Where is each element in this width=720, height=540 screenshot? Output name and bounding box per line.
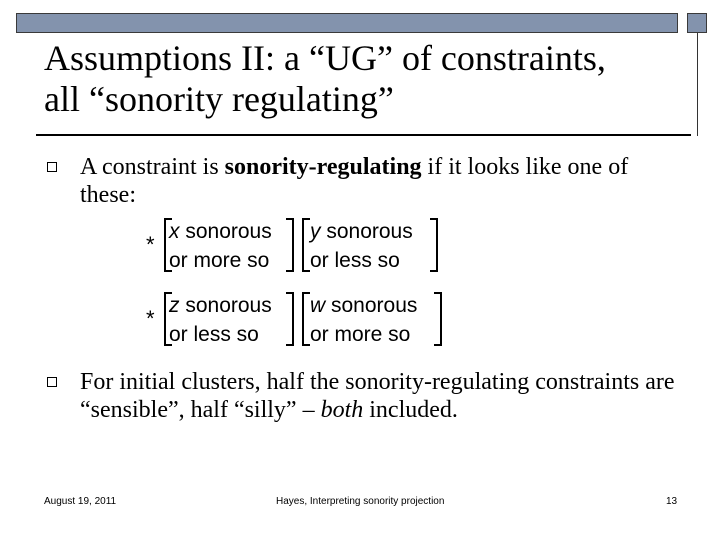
constraint-schemas (140, 214, 460, 354)
slide-title (44, 38, 694, 120)
bracket-left (302, 218, 310, 272)
variable-x: x (169, 220, 180, 243)
constraint-1-left-text: sonorous (179, 220, 272, 243)
constraint-2-left-line2: or less so (169, 323, 259, 346)
violation-star-1: * (146, 232, 155, 257)
bracket-right (286, 292, 294, 346)
constraint-2-right-text: sonorous (325, 294, 418, 317)
constraint-1-right-line1 (310, 220, 413, 244)
bullet-1-pre: A constraint is (80, 154, 225, 180)
title-decoration-square (687, 13, 707, 33)
decoration-vertical-line (697, 33, 698, 136)
title-underline (36, 134, 691, 136)
bullet-2-italic: both (320, 397, 364, 423)
constraint-2-left-line1 (169, 294, 272, 318)
bracket-right (434, 292, 442, 346)
constraint-1-left-line1 (169, 220, 272, 244)
bullet-marker (47, 377, 57, 387)
variable-w: w (310, 294, 326, 317)
bracket-right (286, 218, 294, 272)
slide-number: 13 (666, 496, 678, 507)
constraint-1-left-line2: or more so (169, 249, 270, 272)
constraint-2-right-line1 (310, 294, 417, 318)
footer-title: Hayes, Interpreting sonority projection (276, 496, 445, 507)
bullet-2-text (80, 368, 680, 424)
bullet-1-post: if it looks like one of these: (80, 154, 629, 208)
variable-y: y (310, 220, 321, 243)
violation-star-2: * (146, 306, 155, 331)
footer-date: August 19, 2011 (44, 496, 117, 507)
bullet-1-text (80, 153, 680, 209)
title-line-2: all “sonority regulating” (44, 79, 394, 119)
constraint-2-left-text: sonorous (179, 294, 272, 317)
title-line-1: Assumptions II: a “UG” of constraints, (44, 38, 606, 78)
bullet-2-post: included. (363, 397, 458, 423)
bracket-left (302, 292, 310, 346)
variable-z: z (169, 294, 180, 317)
title-decoration-bar (16, 13, 678, 33)
constraint-1-right-text: sonorous (320, 220, 413, 243)
constraint-1-right-line2: or less so (310, 249, 400, 272)
constraint-2-right-line2: or more so (310, 323, 411, 346)
bullet-2-pre: For initial clusters, half the sonority-regulating constraints are “sensible”, half “silly” – (80, 369, 675, 423)
bracket-right (430, 218, 438, 272)
bullet-1-bold: sonority-regulating (224, 154, 422, 180)
bullet-marker (47, 162, 57, 172)
